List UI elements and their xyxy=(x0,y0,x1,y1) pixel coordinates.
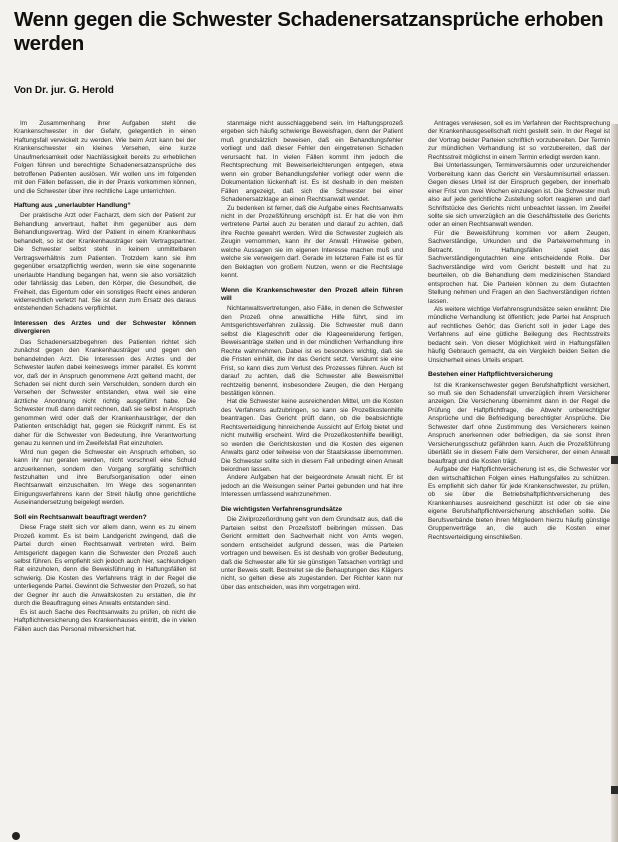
article-body xyxy=(14,120,610,836)
paragraph: Andere Aufgaben hat der beigeordnete Anwalt nicht. Er ist jedoch an die Weisungen seiner Partei gebunden und hat ihre Interessen umfassend wahrzunehmen. xyxy=(221,474,403,499)
section-heading: Interessen des Arztes und der Schwester können divergieren xyxy=(14,319,196,336)
paragraph: Das Schadenersatzbegehren des Patienten richtet sich zunächst gegen den Krankenhausträger und gegen den behandelnden Arzt. Die Interessen des Arztes und der Schwester laufen dabei keineswegs immer parallel. Es kommt vor, daß der in Anspruch genommene Arzt geltend macht, der Schaden sei nicht durch sein Verschulden, sondern durch ein Versehen der Schwester entstanden, etwa weil sie eine ärztliche Anordnung nicht richtig ausgeführt habe. Die Schwester muß dann damit rechnen, daß sie selbst in Anspruch genommen wird oder daß der Krankenhausträger, der den Patienten entschädigt hat, gegen sie Rückgriff nimmt. Es ist daher für die Schwester von Bedeutung, ihre Verantwortung genau zu kennen und im Zweifelsfall Rat einzuholen. xyxy=(14,338,196,448)
section-heading: Bestehen einer Haftpflichtversicherung xyxy=(428,371,553,379)
paragraph: Ist die Krankenschwester gegen Berufshaftpflicht versichert, so muß sie den Schadensfall unverzüglich ihrem Versicherer anzeigen. Die Versicherung übernimmt dann in der Regel die Prüfung der Haftpflichtfrage, die Abwehr unberechtigter Ansprüche und die Befriedigung berechtigter Ansprüche. Die Schwester darf ohne Zustimmung des Versicherers keinen Anspruch anerkennen oder befriedigen, da sie sonst ihren Versicherungsschutz gefährden kann. Auch die Prozeßführung überläßt sie in diesem Falle dem Versicherer, der einen Anwalt beauftragt und die Kosten trägt. xyxy=(428,381,610,465)
article-author: Von Dr. jur. G. Herold xyxy=(14,85,114,96)
text-column-1 xyxy=(14,120,196,836)
edge-mark xyxy=(611,456,618,464)
paragraph: Aufgabe der Haftpflichtversicherung ist es, die Schwester vor den wirtschaftlichen Folgen eines Haftungsfalles zu schützen. Es empfiehlt sich daher für jede Krankenschwester, zu prüfen, ob sie über die Betriebshaftpflichtversicherung des Krankenhauses ausreichend geschützt ist oder ob sie eine eigene Berufshaftpflichtversicherung abschließen sollte. Die Berufsverbände bieten ihren Mitgliedern hierzu häufig günstige Gruppenverträge an, die auch die Kosten einer Rechtsverteidigung einschließen. xyxy=(428,466,610,541)
paragraph: stanmaige nicht ausschlaggebend sein. Im Haftungsprozeß ergeben sich häufig schwierige Beweisfragen, denn der Patient muß grundsätzlich beweisen, daß ein Behandlungsfehler vorliegt und daß dieser Fehler den eingetretenen Schaden verursacht hat. In vielen Fällen kommt ihm jedoch die Rechtsprechung mit Beweiserleichterungen entgegen, etwa wenn ein grober Behandlungsfehler vorliegt oder wenn die Dokumentation lückenhaft ist. Es ist deshalb in den meisten Fällen angezeigt, daß sich die Schwester bei einer Schadenersatzklage an einen Rechtsanwalt wendet. xyxy=(221,120,403,204)
paragraph: Bei Unterlassungen, Terminversäumnis oder unzureichender Vorbereitung kann das Gericht ein Versäumnisurteil erlassen. Gegen dieses Urteil ist der Einspruch gegeben, der innerhalb einer Frist von zwei Wochen einzulegen ist. Die Schwester muß also auf jede gerichtliche Zustellung sofort reagieren und darf Schriftstücke des Gerichts nicht unbeachtet lassen. Im Zweifel sollte sie sich unverzüglich an die Geschäftsstelle des Gerichts oder an einen Rechtsanwalt wenden. xyxy=(428,162,610,229)
paragraph: Als weitere wichtige Verfahrensgrundsätze seien erwähnt: Die mündliche Verhandlung ist öffentlich; jede Partei hat Anspruch auf rechtliches Gehör; das Gericht soll in jeder Lage des Verfahrens auf eine gütliche Beilegung des Rechtsstreits bedacht sein. Von dieser Möglichkeit wird in Haftungsfällen häufig Gebrauch gemacht, da ein Vergleich beiden Seiten die Unsicherheit eines Urteils erspart. xyxy=(428,305,610,364)
edge-mark xyxy=(611,786,618,794)
paragraph: Im Zusammenhang ihrer Aufgaben steht die Krankenschwester in der Gefahr, gelegentlich in einen Haftungsfall verwickelt zu werden. Wie beim Arzt kann bei der Krankenschwester ein kleines Versehen, eine kurze Unaufmerksamkeit oder Nachlässigkeit bereits zu erheblichen Folgen führen und berechtigte Schadenersatzansprüche des betroffenen Patienten auslösen. Wir wollen uns im folgenden mit den Fällen befassen, die in der Praxis vorkommen können, und die Schwester über ihre rechtliche Lage unterrichten. xyxy=(14,120,196,195)
paragraph: Zu bedenken ist ferner, daß die Aufgabe eines Rechtsanwalts nicht in der Prozeßführung erschöpft ist. Er hat die von ihm vertretene Partei auch zu beraten und darauf zu achten, daß ihre Rechte gewahrt werden. Wird die Schwester zugleich als Zeugin vernommen, kann ihr der Anwalt Hinweise geben, welche Aussagen sie im eigenen Interesse machen muß und welche sie verweigern darf. Gerade im letzteren Falle ist es für den Beklagten von großem Nutzen, wenn er die Rechtslage kennt. xyxy=(221,204,403,280)
paragraph: Der praktische Arzt oder Facharzt, dem sich der Patient zur Behandlung anvertraut, haftet ihm gegenüber aus dem Behandlungsvertrag. Wird der Patient in einem Krankenhaus behandelt, so ist der Krankenhausträger sein Vertragspartner. Die Schwester selbst steht in keinem unmittelbaren Vertragsverhältnis zum Patienten. Trotzdem kann sie ihm gegenüber ersatzpflichtig werden, wenn sie eine sogenannte unerlaubte Handlung begangen hat, wenn sie also vorsätzlich oder fahrlässig das Leben, den Körper, die Gesundheit, die Freiheit, das Eigentum oder ein sonstiges Recht eines anderen widerrechtlich verletzt hat. Sie ist dann zum Ersatz des daraus entstehenden Schadens verpflichtet. xyxy=(14,212,196,313)
section-heading: Die wichtigsten Verfahrensgrundsätze xyxy=(221,505,343,513)
paragraph: Die Zivilprozeßordnung geht von dem Grundsatz aus, daß die Parteien selbst den Prozeßstoff beibringen müssen. Das Gericht ermittelt den Sachverhalt nicht von Amts wegen, sondern entscheidet aufgrund dessen, was die Parteien vortragen und beweisen. Es ist deshalb von großer Bedeutung, daß die Schwester alle für sie günstigen Tatsachen vorträgt und unter Beweis stellt. Bestreitet sie die Behauptungen des Klägers nicht, so gelten diese als zugestanden. Der Richter kann nur über das entscheiden, was ihm vorgetragen wird. xyxy=(221,516,403,591)
text-column-3 xyxy=(428,120,610,836)
text-column-2 xyxy=(221,120,403,836)
binding-edge xyxy=(611,124,618,842)
section-heading: Wenn die Krankenschwester den Prozeß allein führen will xyxy=(221,286,403,303)
paragraph: Hat die Schwester keine ausreichenden Mittel, um die Kosten des Verfahrens aufzubringen, so kann sie Prozeßkostenhilfe beantragen. Das Gericht prüft dann, ob die beabsichtigte Rechtsverteidigung hinreichende Aussicht auf Erfolg bietet und nicht mutwillig erscheint. Wird die Prozeßkostenhilfe bewilligt, so werden die Gerichtskosten und die Kosten des eigenen Anwalts ganz oder teilweise von der Staatskasse übernommen. Die Schwester sollte sich in diesem Fall unbedingt einen Anwalt beiordnen lassen. xyxy=(221,398,403,474)
paragraph: Wird nun gegen die Schwester ein Anspruch erhoben, so kann ihr nur geraten werden, nicht vorschnell eine Schuld anzuerkennen, sondern den Vorgang sorgfältig schriftlich festzuhalten und ihre Berufsorganisation oder einen Rechtsanwalt einzuschalten. Im Wege des sogenannten Einigungsverfahrens kann der Streit häufig ohne gerichtliche Auseinandersetzung beigelegt werden. xyxy=(14,448,196,507)
paragraph: Nichtanwaltsvertretungen, also Fälle, in denen die Schwester den Prozeß ohne anwaltliche Hilfe führt, sind im Amtsgerichtsverfahren zulässig. Die Schwester muß dann selbst die Klageschrift oder die Klageerwiderung fertigen, Beweisanträge stellen und in der mündlichen Verhandlung ihre Rechte wahrnehmen. Dabei ist es besonders wichtig, daß sie die Fristen einhält, die ihr das Gericht setzt. Versäumt sie eine Frist, so kann dies zum Verlust des Prozesses führen. Auch ist darauf zu achten, daß die Schwester alle Beweismittel rechtzeitig benennt, insbesondere Zeugen, die den Hergang bestätigen können. xyxy=(221,305,403,397)
paragraph: Für die Beweisführung kommen vor allem Zeugen, Sachverständige, Urkunden und die Parteivernehmung in Betracht. In Haftungsfällen spielt das Sachverständigengutachten eine entscheidende Rolle. Der Sachverständige wird vom Gericht bestellt und hat zu beurteilen, ob die Behandlung dem medizinischen Standard entsprochen hat. Die Parteien können zu dem Gutachten Stellung nehmen und Fragen an den Sachverständigen richten lassen. xyxy=(428,229,610,305)
section-heading: Haftung aus „unerlaubter Handlung“ xyxy=(14,202,131,210)
section-heading: Soll ein Rechtsanwalt beauftragt werden? xyxy=(14,513,147,521)
paragraph: Diese Frage stellt sich vor allem dann, wenn es zu einem Prozeß kommt. Es ist beim Landgericht zwingend, daß die Partei durch einen Rechtsanwalt vertreten wird. Beim Amtsgericht dagegen kann die Schwester den Prozeß auch selbst führen. Es empfiehlt sich jedoch auch hier, sachkundigen Rat einzuholen, denn die Beweisführung in Haftungsfällen ist schwierig. Die Kosten des Verfahrens trägt in der Regel die unterliegende Partei. Gewinnt die Schwester den Prozeß, so hat der Gegner ihr auch die Anwaltskosten zu erstatten, die ihr durch die Beauftragung eines Anwalts entstanden sind. xyxy=(14,524,196,608)
article-title: Wenn gegen die Schwester Schadenersatzansprüche erhoben werden xyxy=(14,8,604,55)
page-marker-icon xyxy=(12,832,20,840)
paragraph: Es ist auch Sache des Rechtsanwalts zu prüfen, ob nicht die Haftpflichtversicherung des Krankenhauses eintritt, die in vielen Fällen auch das Personal mitversichert hat. xyxy=(14,608,196,633)
paragraph: Antrages verwiesen, soll es im Verfahren der Rechtsprechung der Krankenhausgesellschaft nicht gestellt sein. In der Regel ist der Vortrag beider Parteien schriftlich vorzubereiten. Der Termin zur mündlichen Verhandlung ist so vorzubereiten, daß der Rechtsstreit möglichst in einem Termin erledigt werden kann. xyxy=(428,120,610,161)
